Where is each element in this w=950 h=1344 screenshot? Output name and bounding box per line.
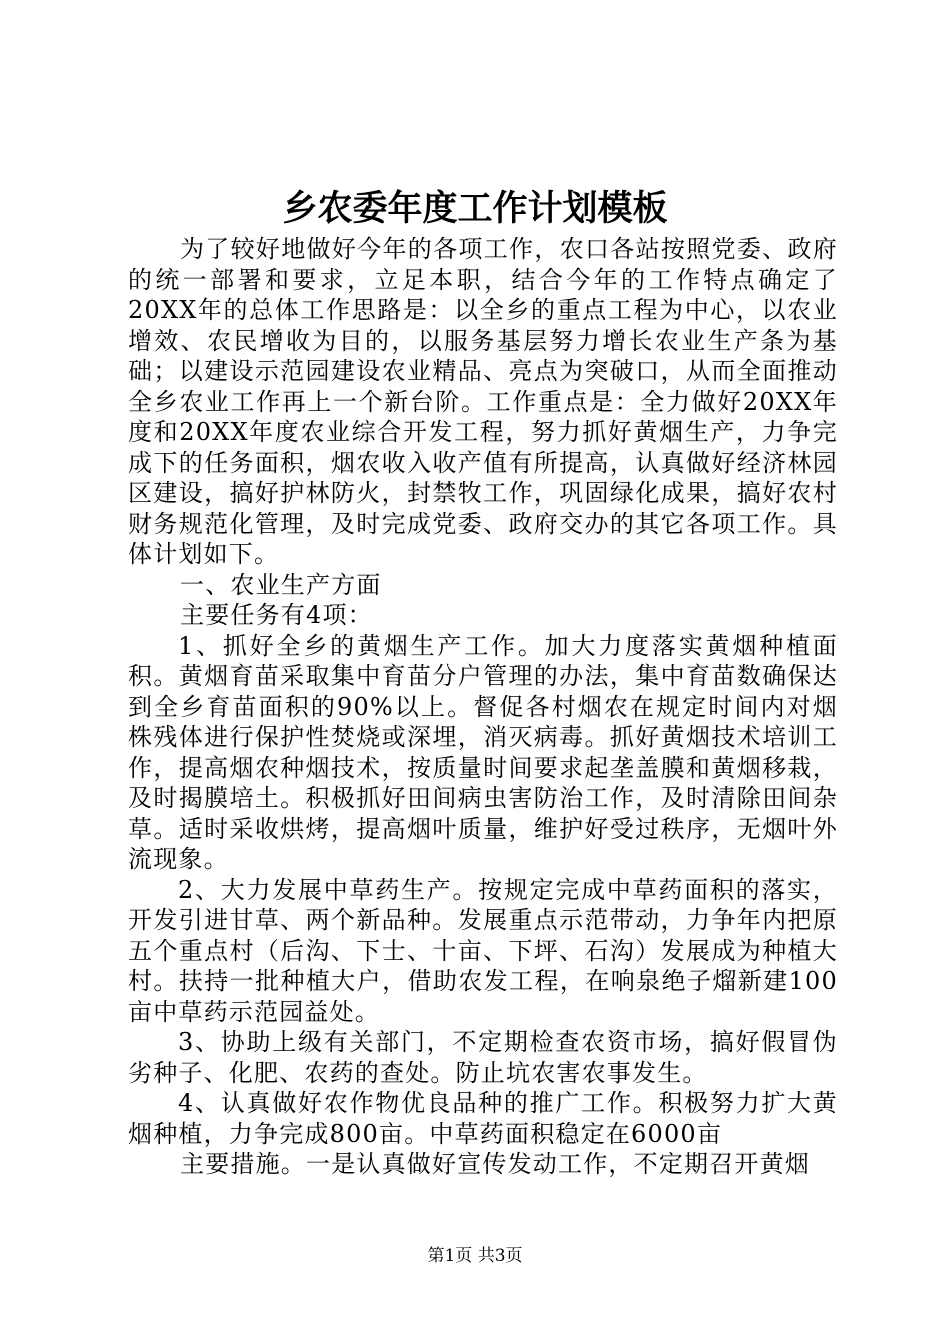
task-1-paragraph: 1、抓好全乡的黄烟生产工作。加大力度落实黄烟种植面积。黄烟育苗采取集中育苗分户管理的办法，集中育苗数确保达到全乡育苗面积的90%以上。督促各村烟农在规定时间内对烟株残体进行保护性焚烧或深埋，消灭病毒。抓好黄烟技术培训工作，提高烟农种烟技术，按质量时间要求起垄盖膜和黄烟移栽，及时揭膜培土。积极抓好田间病虫害防治工作，及时清除田间杂草。适时采收烘烤，提高烟叶质量，维护好受过秩序，无烟叶外流现象。 <box>128 631 838 873</box>
task-3-paragraph: 3、协助上级有关部门，不定期检查农资市场，搞好假冒伪劣种子、化肥、农药的查处。防止坑农害农事发生。 <box>128 1028 838 1087</box>
section-heading: 一、农业生产方面 <box>180 570 382 599</box>
page-footer: 第1页 共3页 <box>427 1246 523 1266</box>
document-body <box>128 234 838 1180</box>
task-count-paragraph: 主要任务有4项： <box>180 601 373 629</box>
task-4-paragraph: 4、认真做好农作物优良品种的推广工作。积极努力扩大黄烟种植，力争完成800亩。中草药面积稳定在6000亩 <box>128 1089 838 1148</box>
measures-paragraph: 主要措施。一是认真做好宣传发动工作，不定期召开黄烟 <box>180 1150 810 1178</box>
task-2-paragraph: 2、大力发展中草药生产。按规定完成中草药面积的落实，开发引进甘草、两个新品种。发展重点示范带动，力争年内把原五个重点村（后沟、下士、十亩、下坪、石沟）发展成为种植大村。扶持一批种植大户，借助农发工程，在响泉绝子熘新建100亩中草药示范园益处。 <box>128 875 838 1026</box>
document-title: 乡农委年度工作计划模板 <box>282 188 668 229</box>
intro-paragraph: 为了较好地做好今年的各项工作，农口各站按照党委、政府的统一部署和要求，立足本职，结合今年的工作特点确定了20XX年的总体工作思路是：以全乡的重点工程为中心，以农业增效、农民增收为目的，以服务基层努力增长农业生产条为基础；以建设示范园建设农业精品、亮点为突破口，从而全面推动全乡农业工作再上一个新台阶。工作重点是：全力做好20XX年度和20XX年度农业综合开发工程，努力抓好黄烟生产，力争完成下的任务面积，烟农收入收产值有所提高，认真做好经济林园区建设，搞好护林防火，封禁牧工作，巩固绿化成果，搞好农村财务规范化管理，及时完成党委、政府交办的其它各项工作。具体计划如下。 <box>128 235 838 568</box>
